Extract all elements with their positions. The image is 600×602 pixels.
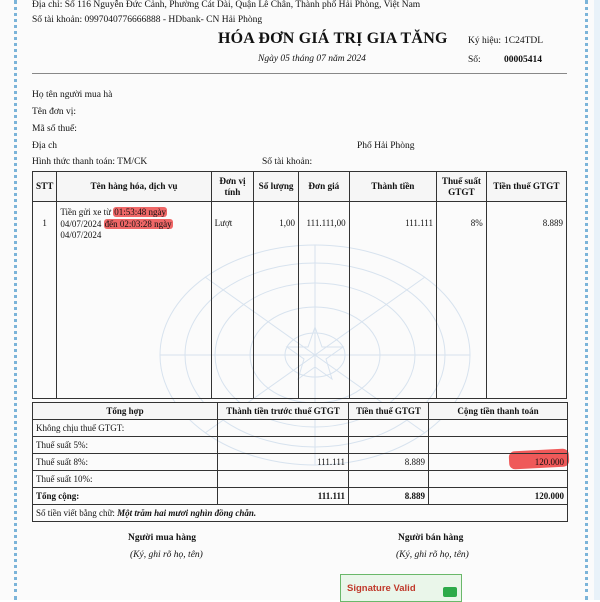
summary-tax [349, 437, 429, 454]
row-amount: 111.111 [349, 202, 436, 399]
desc-part-a: Tiền gửi xe từ [60, 207, 114, 217]
row-quantity: 1,00 [254, 202, 299, 399]
summary-label: Thuế suất 10%: [33, 471, 218, 488]
summary-label: Thuế suất 5%: [33, 437, 218, 454]
seller-signature-title: Người bán hàng [398, 533, 464, 543]
table-row [33, 202, 567, 399]
buyer-unit-label: Tên đơn vị: [32, 107, 77, 117]
row-unit: Lượt [211, 202, 254, 399]
summary-total [429, 471, 568, 488]
row-tax-amount: 8.889 [486, 202, 566, 399]
signature-valid-label: Signature Valid [347, 583, 416, 594]
grand-total-tax: 8.889 [349, 488, 429, 505]
words-label: Số tiền viết bằng chữ: [36, 508, 115, 518]
grand-total-payment: 120.000 [429, 488, 568, 505]
summary-before [218, 437, 349, 454]
summary-before: 111.111 [218, 454, 349, 471]
col-quantity: Số lượng [254, 172, 299, 202]
summary-col-before: Thành tiền trước thuế GTGT [218, 403, 349, 420]
buyer-signature-note: (Ký, ghi rõ họ, tên) [130, 550, 203, 560]
summary-col-label: Tổng hợp [33, 403, 218, 420]
number-label: Số: [468, 55, 481, 65]
summary-header-row [33, 403, 568, 420]
buyer-address-value: Phố Hải Phòng [357, 141, 415, 151]
grand-total-before: 111.111 [218, 488, 349, 505]
summary-label: Không chịu thuế GTGT: [33, 420, 218, 437]
summary-before [218, 471, 349, 488]
col-unit-price: Đơn giá [298, 172, 349, 202]
symbol-value: 1C24TDL [504, 36, 544, 46]
buyer-tax-label: Mã số thuế: [32, 124, 77, 134]
seller-address: Địa chỉ: Số 116 Nguyễn Đức Cảnh, Phường Cát Dài, Quận Lê Chân, Thành phố Hải Phòng, Việt Nam [32, 0, 421, 10]
invoice-date: Ngày 05 tháng 07 năm 2024 [258, 54, 366, 64]
summary-row [33, 471, 568, 488]
summary-col-total: Cộng tiền thanh toán [429, 403, 568, 420]
amount-in-words-row [33, 505, 568, 522]
col-unit: Đơn vị tính [211, 172, 254, 202]
row-stt: 1 [33, 202, 57, 399]
number-value: 00005414 [504, 55, 542, 65]
symbol-label: Ký hiệu: [468, 36, 501, 46]
summary-total [429, 437, 568, 454]
col-stt: STT [33, 172, 57, 202]
highlight-time-end: đến 02:03:28 ngày [104, 218, 172, 229]
buyer-name-label: Họ tên người mua hà [32, 90, 113, 100]
seller-account: Số tài khoản: 0997040776666888 - HDbank- CN Hải Phòng [32, 15, 263, 25]
col-tax-rate: Thuế suất GTGT [436, 172, 486, 202]
summary-label: Thuế suất 8%: [33, 454, 218, 471]
summary-tax [349, 471, 429, 488]
summary-total-row [33, 488, 568, 505]
row-description [57, 202, 211, 399]
highlight-time-start: 01:53:48 ngày [114, 207, 167, 217]
row-tax-rate: 8% [436, 202, 486, 399]
check-icon [443, 587, 457, 597]
summary-row [33, 437, 568, 454]
summary-row [33, 420, 568, 437]
items-table [32, 171, 567, 399]
words-value: Một trăm hai mươi nghìn đồng chẵn. [117, 508, 257, 518]
table-header-row [33, 172, 567, 202]
summary-col-tax: Tiền thuế GTGT [349, 403, 429, 420]
summary-row [33, 454, 568, 471]
summary-total: 120.000 [429, 454, 568, 471]
summary-tax [349, 420, 429, 437]
col-description: Tên hàng hóa, dịch vụ [57, 172, 211, 202]
buyer-signature-title: Người mua hàng [128, 533, 196, 543]
desc-part-c: 04/07/2024 [60, 230, 102, 240]
row-unit-price: 111.111,00 [298, 202, 349, 399]
desc-part-b: 04/07/2024 [60, 218, 104, 229]
payment-method: Hình thức thanh toán: TM/CK [32, 157, 148, 167]
summary-before [218, 420, 349, 437]
summary-tax: 8.889 [349, 454, 429, 471]
summary-table [32, 402, 568, 522]
invoice-title: HÓA ĐƠN GIÁ TRỊ GIA TĂNG [218, 30, 448, 47]
col-tax-amount: Tiền thuế GTGT [486, 172, 566, 202]
col-amount: Thành tiền [349, 172, 436, 202]
signature-valid-box[interactable] [340, 574, 462, 602]
seller-signature-note: (Ký, ghi rõ họ, tên) [396, 550, 469, 560]
buyer-account-label: Số tài khoản: [262, 157, 313, 167]
amount-in-words [33, 505, 568, 522]
summary-total [429, 420, 568, 437]
grand-total-label: Tổng cộng: [33, 488, 218, 505]
header-divider [32, 73, 567, 74]
buyer-address-label: Địa ch [32, 141, 58, 151]
page-edge [594, 0, 600, 600]
